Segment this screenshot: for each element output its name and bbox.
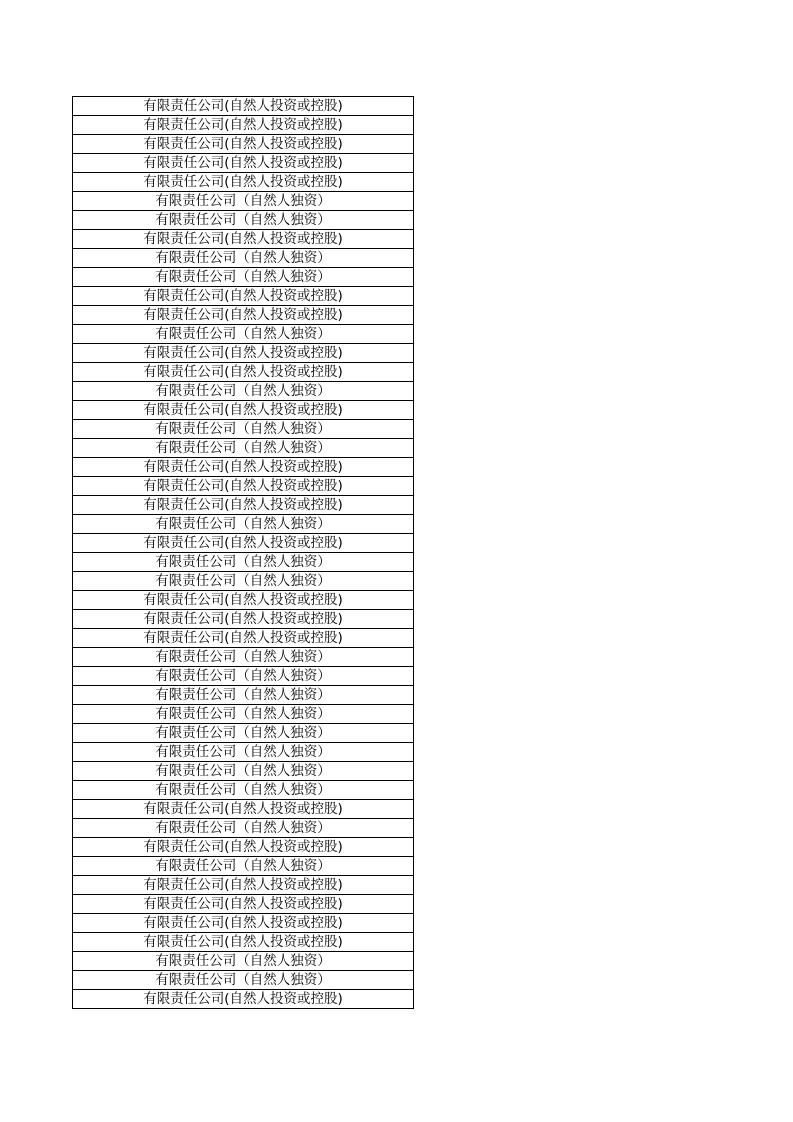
table-row [73,458,414,477]
table-row [73,857,414,876]
company-type-cell: 有限责任公司（自然人独资） [73,553,414,572]
company-type-cell: 有限责任公司(自然人投资或控股) [73,344,414,363]
table-row [73,819,414,838]
table-row [73,724,414,743]
company-type-cell: 有限责任公司（自然人独资） [73,648,414,667]
table-row [73,876,414,895]
company-type-cell: 有限责任公司（自然人独资） [73,249,414,268]
company-type-cell: 有限责任公司（自然人独资） [73,971,414,990]
table-row [73,838,414,857]
table-row [73,211,414,230]
table-row [73,990,414,1009]
company-type-cell: 有限责任公司(自然人投资或控股) [73,363,414,382]
table-row [73,515,414,534]
table-row [73,686,414,705]
company-type-cell: 有限责任公司(自然人投资或控股) [73,933,414,952]
company-type-cell: 有限责任公司（自然人独资） [73,325,414,344]
company-type-cell: 有限责任公司（自然人独资） [73,667,414,686]
table-row [73,629,414,648]
table-row [73,743,414,762]
company-type-cell: 有限责任公司（自然人独资） [73,819,414,838]
company-type-cell: 有限责任公司（自然人独资） [73,420,414,439]
table-row [73,952,414,971]
table-row [73,230,414,249]
table-row [73,553,414,572]
table-row [73,363,414,382]
company-type-cell: 有限责任公司(自然人投资或控股) [73,97,414,116]
table-row [73,249,414,268]
table-row [73,401,414,420]
company-type-cell: 有限责任公司(自然人投资或控股) [73,591,414,610]
table-row [73,610,414,629]
company-type-cell: 有限责任公司(自然人投资或控股) [73,173,414,192]
table-row [73,648,414,667]
table-row [73,705,414,724]
company-type-cell: 有限责任公司（自然人独资） [73,439,414,458]
table-row [73,382,414,401]
company-type-cell: 有限责任公司（自然人独资） [73,762,414,781]
company-type-cell: 有限责任公司(自然人投资或控股) [73,401,414,420]
table-row [73,97,414,116]
company-type-cell: 有限责任公司(自然人投资或控股) [73,800,414,819]
company-type-cell: 有限责任公司(自然人投资或控股) [73,838,414,857]
company-type-cell: 有限责任公司(自然人投资或控股) [73,477,414,496]
company-type-cell: 有限责任公司(自然人投资或控股) [73,914,414,933]
company-type-cell: 有限责任公司（自然人独资） [73,686,414,705]
company-type-cell: 有限责任公司(自然人投资或控股) [73,116,414,135]
company-type-cell: 有限责任公司(自然人投资或控股) [73,230,414,249]
company-type-table [72,96,414,1009]
table-row [73,800,414,819]
company-type-cell: 有限责任公司（自然人独资） [73,211,414,230]
table-row [73,154,414,173]
table-row [73,116,414,135]
company-type-cell: 有限责任公司（自然人独资） [73,192,414,211]
company-type-cell: 有限责任公司（自然人独资） [73,705,414,724]
table-row [73,667,414,686]
company-type-cell: 有限责任公司（自然人独资） [73,268,414,287]
company-type-cell: 有限责任公司(自然人投资或控股) [73,458,414,477]
company-type-cell: 有限责任公司(自然人投资或控股) [73,610,414,629]
company-type-cell: 有限责任公司(自然人投资或控股) [73,876,414,895]
table-row [73,971,414,990]
table-row [73,135,414,154]
company-type-cell: 有限责任公司（自然人独资） [73,857,414,876]
table-row [73,572,414,591]
table-row [73,895,414,914]
company-type-cell: 有限责任公司(自然人投资或控股) [73,306,414,325]
company-type-cell: 有限责任公司(自然人投资或控股) [73,990,414,1009]
table-body [73,97,414,1009]
company-type-cell: 有限责任公司(自然人投资或控股) [73,154,414,173]
table-row [73,192,414,211]
company-type-cell: 有限责任公司(自然人投资或控股) [73,534,414,553]
company-type-cell: 有限责任公司(自然人投资或控股) [73,629,414,648]
table-row [73,477,414,496]
company-type-cell: 有限责任公司(自然人投资或控股) [73,496,414,515]
company-type-cell: 有限责任公司（自然人独资） [73,515,414,534]
company-type-cell: 有限责任公司（自然人独资） [73,724,414,743]
company-type-cell: 有限责任公司(自然人投资或控股) [73,895,414,914]
table-row [73,762,414,781]
table-row [73,781,414,800]
table-row [73,306,414,325]
table-row [73,268,414,287]
table-row [73,591,414,610]
company-type-cell: 有限责任公司（自然人独资） [73,743,414,762]
company-type-cell: 有限责任公司(自然人投资或控股) [73,287,414,306]
table-row [73,173,414,192]
company-type-cell: 有限责任公司(自然人投资或控股) [73,135,414,154]
company-type-cell: 有限责任公司（自然人独资） [73,781,414,800]
table-row [73,325,414,344]
table-row [73,914,414,933]
table-row [73,344,414,363]
company-type-cell: 有限责任公司（自然人独资） [73,382,414,401]
table-row [73,420,414,439]
table-row [73,933,414,952]
table-row [73,534,414,553]
table-row [73,496,414,515]
table-row [73,439,414,458]
table-row [73,287,414,306]
company-type-cell: 有限责任公司（自然人独资） [73,572,414,591]
company-type-cell: 有限责任公司（自然人独资） [73,952,414,971]
